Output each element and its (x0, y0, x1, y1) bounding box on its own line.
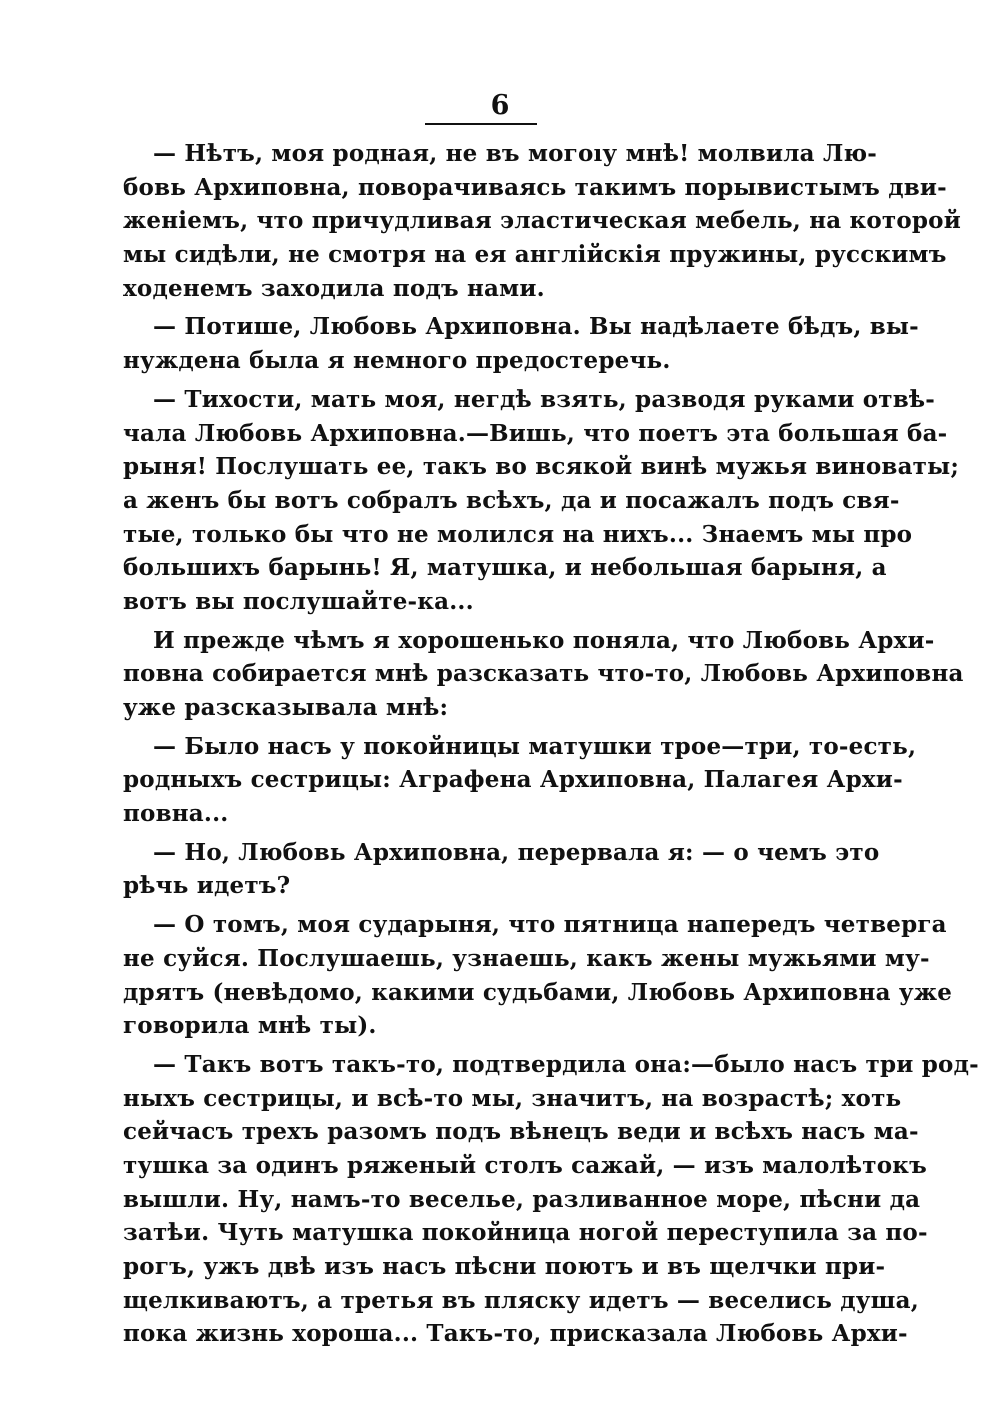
text-line: рѣчь идетъ? (123, 872, 291, 900)
text-line: щелкиваютъ, а третья въ пляску идетъ — веселись душа, (123, 1286, 919, 1314)
text-line: родныхъ сестрицы: Аграфена Архиповна, Палагея Архи- (123, 766, 903, 794)
text-line: — Нѣтъ, моя родная, не въ могоıу мнѣ! молвила Лю- (153, 140, 878, 167)
text-line: рогъ, ужъ двѣ изъ насъ пѣсни поютъ и въ щелчки при- (123, 1253, 886, 1280)
text-line: — Тихости, мать моя, негдѣ взять, разводя руками отвѣ- (153, 385, 936, 413)
text-line: нуждена была я немного предостеречь. (123, 347, 671, 375)
page-number: 6 (490, 90, 510, 121)
text-line: — Такъ вотъ такъ-то, подтвердила она:—было насъ три род- (153, 1050, 979, 1078)
text-line: затѣи. Чуть матушка покойница ногой переступила за по- (123, 1219, 928, 1247)
paragraph-2 (123, 310, 919, 377)
text-line: дрятъ (невѣдомо, какими судьбами, Любовь Архиповна уже (123, 978, 953, 1006)
text-line: — О томъ, моя сударыня, что пятница напередъ четверга (153, 911, 947, 939)
text-line: говорила мнѣ ты). (123, 1012, 377, 1040)
text-line: И прежде чѣмъ я хорошенько поняла, что Любовь Архи- (153, 626, 935, 654)
paragraph-5 (123, 730, 917, 831)
text-line: ныхъ сестрицы, и всѣ-то мы, значитъ, на возрастѣ; хоть (123, 1084, 902, 1112)
text-line: бовь Архиповна, поворачиваясь такимъ порывистымъ дви- (123, 173, 947, 201)
paragraph-3 (123, 383, 960, 619)
text-line: повна... (123, 800, 229, 828)
text-line: — Было насъ у покойницы матушки трое—три, то-есть, (153, 732, 917, 760)
text-line: — Потише, Любовь Архиповна. Вы надѣлаете бѣдъ, вы- (153, 313, 919, 341)
paragraph-8 (123, 1048, 979, 1351)
paragraph-1 (123, 137, 961, 305)
paragraph-7 (123, 908, 953, 1043)
text-line: пока жизнь хороша... Такъ-то, присказала Любовь Архи- (123, 1320, 908, 1348)
text-line: мы сидѣли, не смотря на ея англійскія пружины, русскимъ (123, 241, 947, 269)
header-rule (425, 123, 537, 125)
text-line: вышли. Ну, намъ-то веселье, разливанное море, пѣсни да (123, 1185, 921, 1213)
text-line: уже разсказывала мнѣ: (123, 694, 449, 721)
text-line: тые, только бы что не молился на нихъ... Знаемъ мы про (123, 520, 913, 548)
text-line: повна собирается мнѣ разсказать что-то, Любовь Архиповна (123, 660, 964, 688)
text-line: большихъ барынь! Я, матушка, и небольшая барыня, а (123, 554, 887, 582)
text-line: ходенемъ заходила подъ нами. (123, 274, 545, 302)
text-line: чала Любовь Архиповна.—Вишь, что поетъ эта большая ба- (123, 419, 948, 447)
text-line: рыня! Послушать ее, такъ во всякой винѣ мужья виноваты; (123, 453, 960, 481)
text-line: сейчасъ трехъ разомъ подъ вѣнецъ веди и всѣхъ насъ ма- (123, 1118, 919, 1146)
text-line: не суйся. Послушаешь, узнаешь, какъ жены мужьями му- (123, 944, 930, 972)
text-line: а женъ бы вотъ собралъ всѣхъ, да и посажалъ подъ свя- (123, 486, 900, 514)
text-line: женіемъ, что причудливая эластическая мебель, на которой (123, 207, 961, 235)
text-line: — Но, Любовь Архиповна, перервала я: — о чемъ это (153, 838, 880, 866)
body-text (123, 137, 979, 1356)
paragraph-6 (123, 836, 880, 903)
paragraph-4 (123, 624, 964, 725)
text-line: тушка за одинъ ряженый столъ сажай, — изъ малолѣтокъ (123, 1151, 927, 1179)
text-line: вотъ вы послушайте-ка... (123, 587, 474, 615)
